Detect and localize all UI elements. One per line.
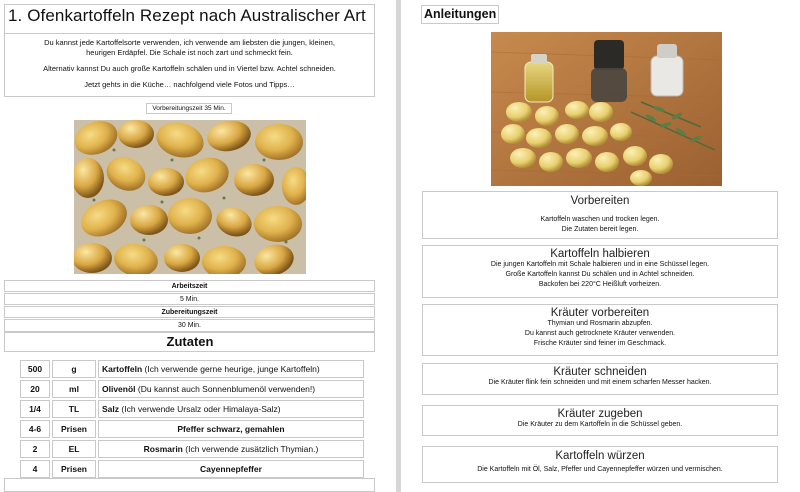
ingredients-photo — [491, 32, 722, 186]
step-title: Vorbereiten — [570, 195, 630, 207]
step-text: Die Kräuter zu dem Kartoffeln in die Schüssel geben. — [517, 421, 683, 428]
ingredient-unit: Prisen — [52, 460, 96, 478]
ingredient-unit: g — [52, 360, 96, 378]
ingredient-desc — [98, 420, 364, 438]
ingredient-row — [20, 360, 364, 378]
left-page — [0, 0, 396, 492]
ingredient-note: (Du kannst auch Sonnenblumenöl verwenden!) — [135, 384, 316, 394]
step-box-3 — [422, 304, 778, 356]
step-text: Die jungen Kartoffeln mit Schale halbieren und in eine Schüssel legen. — [490, 261, 710, 268]
roasted-potatoes-photo — [74, 120, 306, 274]
ingredient-name: Rosmarin — [143, 444, 183, 454]
step-text: Thymian und Rosmarin abzupfen. — [547, 320, 653, 327]
prep-time-label: Vorbereitungszeit 35 Min. — [146, 103, 232, 114]
ingredient-row — [20, 380, 364, 398]
ingredient-row — [20, 460, 364, 478]
step-title: Kartoffeln halbieren — [550, 248, 650, 260]
ingredient-unit: Prisen — [52, 420, 96, 438]
ingredient-note: (Ich verwende zusätzlich Thymian.) — [182, 444, 319, 454]
step-text: Kartoffeln waschen und trocken legen. — [540, 216, 660, 223]
intro-line-1: Du kannst jede Kartoffelsorte verwenden, ich verwende am liebsten die jungen, kleinen, — [44, 38, 335, 47]
ingredient-qty: 2 — [20, 440, 50, 458]
ingredient-unit: TL — [52, 400, 96, 418]
ingredient-name: Pfeffer schwarz, gemahlen — [177, 424, 285, 434]
cook-time-label: Zubereitungszeit — [4, 306, 375, 318]
bottom-box — [4, 478, 375, 492]
ingredient-qty: 500 — [20, 360, 50, 378]
step-text: Große Kartoffeln kannst Du schälen und in Achtel schneiden. — [505, 271, 695, 278]
ingredient-name: Salz — [102, 404, 120, 414]
ingredient-name: Kartoffeln — [102, 364, 143, 374]
intro-line-3: Alternativ kannst Du auch große Kartoffeln schälen und in Viertel bzw. Achtel schneiden. — [43, 64, 336, 73]
ingredient-desc — [98, 380, 364, 398]
ingredients-heading: Zutaten — [166, 334, 214, 349]
work-time-value: 5 Min. — [4, 293, 375, 305]
intro-line-2: heurigen Erdäpfel. Die Schale ist noch zart und schmeckt fein. — [86, 48, 293, 57]
ingredient-qty: 1/4 — [20, 400, 50, 418]
step-text: Frische Kräuter sind feiner im Geschmack. — [533, 340, 667, 347]
ingredient-name: Olivenöl — [102, 384, 136, 394]
ingredient-note: (Ich verwende gerne heurige, junge Kartoffeln) — [142, 364, 320, 374]
step-text: Die Kräuter flink fein schneiden und mit einem scharfen Messer hacken. — [488, 379, 712, 386]
ingredient-note: (Ich verwende Ursalz oder Himalaya-Salz) — [119, 404, 281, 414]
ingredients-table — [18, 358, 366, 480]
ingredient-row — [20, 420, 364, 438]
step-box-2 — [422, 245, 778, 298]
ingredient-row — [20, 400, 364, 418]
ingredient-qty: 20 — [20, 380, 50, 398]
step-box-4 — [422, 363, 778, 395]
step-text: Backofen bei 220°C Heißluft vorheizen. — [538, 281, 662, 288]
step-text: Die Zutaten bereit legen. — [561, 226, 639, 233]
step-text: Die Kartoffeln mit Öl, Salz, Pfeffer und Cayennepfeffer würzen und vermischen. — [477, 466, 723, 473]
step-title: Kräuter schneiden — [553, 366, 647, 378]
ingredient-qty: 4-6 — [20, 420, 50, 438]
step-box-1 — [422, 191, 778, 239]
ingredient-desc — [98, 400, 364, 418]
ingredient-unit: EL — [52, 440, 96, 458]
step-title: Kräuter zugeben — [557, 408, 643, 420]
intro-box — [4, 33, 375, 97]
step-title: Kartoffeln würzen — [555, 450, 645, 462]
ingredient-desc — [98, 460, 364, 478]
step-box-6 — [422, 446, 778, 483]
recipe-title: 1. Ofenkartoffeln Rezept nach Australischer Art — [8, 6, 366, 25]
ingredient-unit: ml — [52, 380, 96, 398]
step-text: Du kannst auch getrocknete Kräuter verwenden. — [524, 330, 676, 337]
cook-time-value: 30 Min. — [4, 319, 375, 332]
ingredient-desc — [98, 360, 364, 378]
ingredient-desc — [98, 440, 364, 458]
ingredient-row — [20, 440, 364, 458]
step-box-5 — [422, 405, 778, 436]
work-time-label: Arbeitszeit — [4, 280, 375, 292]
intro-line-4: Jetzt gehts in die Küche… nachfolgend viele Fotos und Tipps… — [84, 80, 295, 89]
ingredient-name: Cayennepfeffer — [200, 464, 262, 474]
ingredient-qty: 4 — [20, 460, 50, 478]
instructions-heading: Anleitungen — [424, 7, 497, 21]
step-title: Kräuter vorbereiten — [550, 307, 650, 319]
